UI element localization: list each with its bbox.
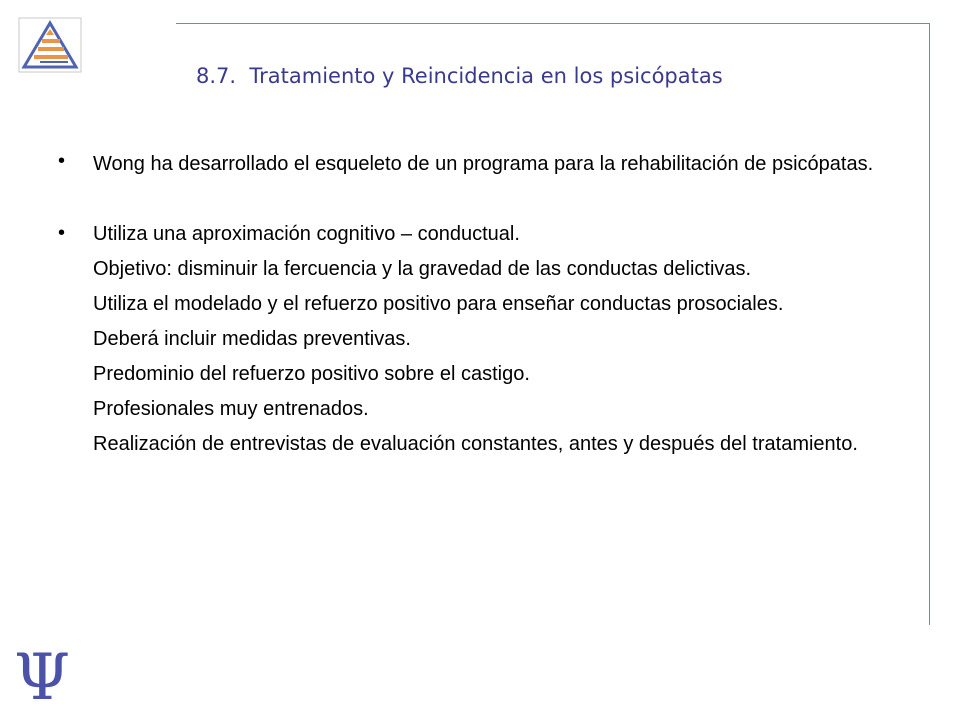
bullet-subline: Deberá incluir medidas preventivas. xyxy=(93,328,411,350)
bullet-marker: • xyxy=(58,150,66,172)
psi-symbol-icon: Ψ xyxy=(14,641,71,715)
bullet-text: Wong ha desarrollado el esqueleto de un programa para la rehabilitación de psicópatas. xyxy=(93,153,874,175)
bullet-text: Utiliza una aproximación cognitivo – conductual. xyxy=(93,223,520,245)
bullet-subline: Realización de entrevistas de evaluación constantes, antes y después del tratamiento. xyxy=(93,433,858,455)
bullet-marker: • xyxy=(58,222,66,244)
bullet-subline: Predominio del refuerzo positivo sobre el castigo. xyxy=(93,363,530,385)
slide-title: 8.7. Tratamiento y Reincidencia en los psicópatas xyxy=(196,64,723,88)
top-divider xyxy=(176,23,930,24)
university-logo-icon xyxy=(18,17,82,73)
bullet-subline: Objetivo: disminuir la fercuencia y la gravedad de las conductas delictivas. xyxy=(93,258,752,280)
bullet-subline: Profesionales muy entrenados. xyxy=(93,398,369,420)
bullet-subline: Utiliza el modelado y el refuerzo positivo para enseñar conductas prosociales. xyxy=(93,293,784,315)
right-divider xyxy=(929,23,930,625)
